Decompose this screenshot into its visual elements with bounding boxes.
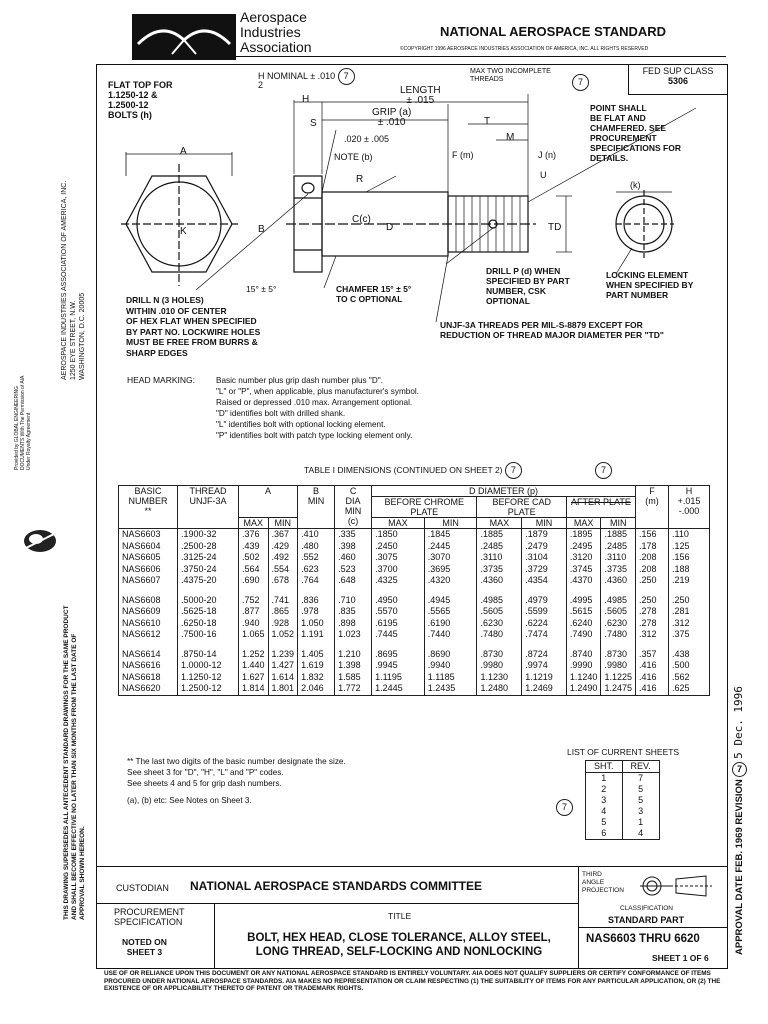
table-cell: .5605: [477, 606, 522, 618]
sheet-cell: 5: [622, 795, 659, 806]
table-cell: .156: [669, 552, 710, 564]
classification-label: CLASSIFICATION: [620, 905, 673, 912]
table-cell: .8730: [601, 649, 636, 661]
table-cell: 1.191: [298, 629, 335, 641]
table-cell: .7445: [372, 629, 425, 641]
table-cell: .460: [335, 552, 372, 564]
table-cell: .898: [335, 618, 372, 630]
aia-logo: [132, 14, 236, 60]
head-marking-line: Raised or depressed .010 max. Arrangement optional.: [216, 398, 413, 407]
table-cell: 1.052: [268, 629, 298, 641]
table-cell: .2485: [477, 541, 522, 553]
table-row: [119, 575, 710, 587]
table-cell: 1.1185: [424, 672, 477, 684]
table-cell: .5565: [424, 606, 477, 618]
table-cell: 1.1250-12: [178, 672, 239, 684]
table-cell: .5625-18: [178, 606, 239, 618]
unjf-note: UNJF-3A THREADS PER MIL-S-8879 EXCEPT FOR REDUCTION OF THREAD MAJOR DIAMETER PER "TD": [440, 320, 664, 340]
table-cell: .178: [636, 541, 669, 553]
label-k-dim: (k): [630, 180, 641, 190]
side-supersedes: THIS DRAWING SUPERSEDES ALL ANTECEDENT STANDARD DRAWINGS FOR THE SAME PRODUCT AND SHALL BECOME EFFECTIVE NO LATER THAN SIX MONTHS FROM THE LAST DATE OF APPROVAL SHOWN HEREON.: [63, 605, 86, 920]
drill-n-note: DRILL N (3 HOLES) WITHIN .010 OF CENTER OF HEX FLAT WHEN SPECIFIED BY PART NO. LOCKWIRE HOLES MUST BE FREE FROM BURRS & SHARP EDGES: [126, 295, 261, 358]
table-cell: .4360: [477, 575, 522, 587]
classification: STANDARD PART: [608, 915, 685, 925]
table-cell: .2495: [566, 541, 601, 553]
table-cell: 1.614: [268, 672, 298, 684]
table-cell: .250: [669, 595, 710, 607]
label-h: H: [302, 94, 310, 105]
head-marking-line: "P" identifies bolt with patch type locking element only.: [216, 431, 413, 440]
part-title: BOLT, HEX HEAD, CLOSE TOLERANCE, ALLOY STEEL, LONG THREAD, SELF-LOCKING AND NONLOCKING: [247, 932, 551, 958]
sheet-row: [586, 806, 660, 817]
table-cell: .7500-16: [178, 629, 239, 641]
label-a: A: [180, 146, 187, 157]
table-cell: .6230: [477, 618, 522, 630]
table-cell: .3104: [522, 552, 567, 564]
table-cell: .357: [636, 649, 669, 661]
table-cell: .2500-28: [178, 541, 239, 553]
table-cell: .416: [636, 683, 669, 695]
table-cell: .678: [268, 575, 298, 587]
sheet-cell: 1: [586, 773, 623, 785]
table-row: [119, 529, 710, 541]
table-cell: .8750-14: [178, 649, 239, 661]
table-cell: 1.2475: [601, 683, 636, 695]
table-cell: .648: [335, 575, 372, 587]
table-cell: .429: [268, 541, 298, 553]
part-range: NAS6603 THRU 6620: [586, 933, 700, 945]
table-cell: 1.2500-12: [178, 683, 239, 695]
table-cell: NAS6608: [119, 595, 178, 607]
label-r: R: [356, 174, 364, 185]
table-cell: .492: [268, 552, 298, 564]
table-cell: .3075: [372, 552, 425, 564]
procurement-label: PROCUREMENT SPECIFICATION: [114, 907, 185, 927]
head-marking-line: "L" or "P", when applicable, plus manufacturer's symbol.: [216, 387, 419, 396]
table-cell: 1.239: [268, 649, 298, 661]
side-stamp: Provided by GLOBAL ENGINEERING DOCUMENTS With The Permission of AIA Under Royalty Agreement: [14, 375, 32, 470]
table-cell: .8724: [522, 649, 567, 661]
table-cell: 1.772: [335, 683, 372, 695]
table-cell: 1.050: [298, 618, 335, 630]
table-cell: .398: [335, 541, 372, 553]
current-sheets-title: LIST OF CURRENT SHEETS: [567, 747, 680, 757]
table-cell: .7490: [566, 629, 601, 641]
table-cell: .188: [669, 564, 710, 576]
note-b: NOTE (b): [334, 152, 373, 162]
table-cell: 1.814: [239, 683, 269, 695]
sheet-cell: 3: [586, 795, 623, 806]
head-marking-line: "D" identifies bolt with drilled shank.: [216, 409, 346, 418]
table-cell: .3110: [477, 552, 522, 564]
table-cell: .8740: [566, 649, 601, 661]
table-cell: 1.252: [239, 649, 269, 661]
table-cell: .4995: [566, 595, 601, 607]
table-cell: NAS6618: [119, 672, 178, 684]
flat-top-note: FLAT TOP FOR 1.1250-12 & 1.2500-12 BOLTS (h): [108, 80, 173, 120]
table-cell: .375: [669, 629, 710, 641]
table-cell: NAS6606: [119, 564, 178, 576]
sheet-cell: 4: [622, 828, 659, 840]
projection-icon: [640, 875, 712, 902]
table-cell: .208: [636, 564, 669, 576]
table-cell: .312: [669, 618, 710, 630]
table-cell: .480: [298, 541, 335, 553]
table-cell: .764: [298, 575, 335, 587]
label-d: D: [386, 222, 394, 233]
table-cell: .3070: [424, 552, 477, 564]
dimensions-table: BASIC NUMBER ** THREAD UNJF-3A A B MIN C DIA MIN (c) D DIAMETER (p) F (m) H +.015 -.000 BEFORE CHROME PLATE BEFORE CAD PLATE AFTER PLATE MAX MIN MAX MIN MAX MIN MAX MIN NAS6603 .1900-32 .376 .367 .410 .335 .1850 .1845 .1885 .1879 .1895 .1885 .156 .110 NAS6604 .2500-28 .439 .429 .480 .398 .2450 .2445 .2485 .2479 .2495 .2485 .178 .125 NAS6605 .3125-24 .502 .492 .552 .460 .3075 .3070 .3110 .3104 .3120 .3110 .208 .156 NAS6606 .3750-24 .564 .554 .623 .523 .3700 .3695 .3735 .3729 .3745 .3735 .208 .188 NAS6607 .4375-20 .690 .678 .764 .648 .4325 .4320 .4360 .4354 .4370 .4360 .250 .219 NAS6608 .5000-20 .752 .741 .836 .710 .4950 .4945 .4985 .4979 .4995 .4985 .250 .250 NAS6609 .5625-18 .877 .865 .978 .835 .5570 .5565 .5605 .5599 .5615 .5605 .278 .281 NAS6610 .6250-18 .940 .928 1.050 .898 .6195 .6190 .6230 .6224 .6240 .6230 .278 .312 NAS6612 .7500-16 1.065 1.052 1.191 1.023 .7445 .7440 .7480 .7474 .7490 .7480 .312 .375 NAS6614 .8750-14 1.252 1.239 1.405 1.210 .8695 .8690 .8730 .8724 .8740 .8730 .357 .438 NAS6616 1.0000-12 1.440 1.427 1.619 1.398 .9945 .9940 .9980 .9974 .9990 .9980 .416 .500 NAS6618 1.1250-12 1.627 1.614 1.832 1.585 1.1195 1.1185 1.1230 1.1219 1.1240 1.1225 .416 .562 NAS6620 1.2500-12 1.814 1.801 2.046 1.772 1.2445 1.2435 1.2480 1.2469 1.2490 1.2475 .416 .625: [118, 485, 710, 696]
table-cell: 1.2490: [566, 683, 601, 695]
table-cell: 1.440: [239, 660, 269, 672]
approval-date: APPROVAL DATE FEB. 1969 REVISION 7 5 Dec. 1996: [732, 686, 745, 955]
label-m: M: [506, 132, 515, 143]
table-cell: .9940: [424, 660, 477, 672]
table-cell: .6240: [566, 618, 601, 630]
table-cell: .9980: [477, 660, 522, 672]
label-s: S: [310, 118, 317, 129]
disclaimer: USE OF OR RELIANCE UPON THIS DOCUMENT OR ANY NATIONAL AEROSPACE STANDARD IS ENTIRELY VOLUNTARY. AIA DOES NOT QUALIFY SUPPLIERS OR CERTIFY CONFORMANCE OF ITEMS PROCURED UNDER NATIONAL AEROSPACE STANDARDS. AIA MAKES NO REPRESENTATION OR CLAIM RESPECTING (1) THE SUITABILITY OF ITEMS FOR ANY PARTICULAR APPLICATION, OR (2) THE EXISTENCE OF OR APPLICABILITY THERETO OF PATENT OR TRADEMARK RIGHTS.: [104, 970, 721, 992]
table-cell: 1.2435: [424, 683, 477, 695]
table-cell: .564: [239, 564, 269, 576]
table-row: [119, 683, 710, 695]
table-cell: .4354: [522, 575, 567, 587]
table-cell: .562: [669, 672, 710, 684]
table-cell: 1.832: [298, 672, 335, 684]
table-cell: .4950: [372, 595, 425, 607]
copyright: ©COPYRIGHT 1996 AEROSPACE INDUSTRIES ASSOCIATION OF AMERICA, INC. ALL RIGHTS RESERVED: [400, 46, 649, 52]
table-cell: NAS6620: [119, 683, 178, 695]
locking-note: LOCKING ELEMENT WHEN SPECIFIED BY PART NUMBER: [606, 270, 694, 300]
sheet-cell: 7: [622, 773, 659, 785]
table-cell: .625: [669, 683, 710, 695]
drill-p-note: DRILL P (d) WHEN SPECIFIED BY PART NUMBER, CSK OPTIONAL: [486, 266, 570, 306]
table-row: [119, 595, 710, 607]
title-block: [96, 866, 728, 969]
side-address: AEROSPACE INDUSTRIES ASSOCIATION OF AMERICA, INC. 1250 EYE STREET, N.W. WASHINGTON, D.C. 20005: [61, 180, 86, 380]
sheet-row: [586, 773, 660, 785]
table-cell: .5599: [522, 606, 567, 618]
table-cell: .836: [298, 595, 335, 607]
table-cell: .125: [669, 541, 710, 553]
table-cell: .4360: [601, 575, 636, 587]
length-label: LENGTH ± .015: [400, 85, 441, 106]
h-half: 2: [258, 80, 264, 90]
table-cell: .9980: [601, 660, 636, 672]
note-line: See sheet 3 for "D", "H", "L" and "P" codes.: [127, 768, 284, 777]
table-cell: .940: [239, 618, 269, 630]
table-cell: .1900-32: [178, 529, 239, 541]
table-cell: .7480: [601, 629, 636, 641]
page-title: NATIONAL AEROSPACE STANDARD: [440, 24, 667, 39]
sheet-cell: 5: [622, 784, 659, 795]
table-cell: 1.210: [335, 649, 372, 661]
table-cell: .3735: [601, 564, 636, 576]
table-cell: 1.801: [268, 683, 298, 695]
label-td: TD: [548, 222, 562, 233]
table-cell: .6224: [522, 618, 567, 630]
table-cell: NAS6616: [119, 660, 178, 672]
table-cell: .208: [636, 552, 669, 564]
table-cell: .3120: [566, 552, 601, 564]
sheet-cell: 1: [622, 817, 659, 828]
table-cell: .6250-18: [178, 618, 239, 630]
table-cell: .410: [298, 529, 335, 541]
table-cell: .3735: [477, 564, 522, 576]
table-cell: .8690: [424, 649, 477, 661]
table-row: [119, 649, 710, 661]
table-cell: .1850: [372, 529, 425, 541]
note-line: ** The last two digits of the basic number designate the size.: [127, 757, 346, 766]
table-cell: .9990: [566, 660, 601, 672]
table-cell: .7474: [522, 629, 567, 641]
label-f: F (m): [452, 150, 474, 160]
table-cell: .7440: [424, 629, 477, 641]
chamfer-note: CHAMFER 15° ± 5° TO C OPTIONAL: [336, 284, 412, 304]
table-cell: .312: [636, 629, 669, 641]
table-cell: NAS6605: [119, 552, 178, 564]
table-row: [119, 541, 710, 553]
table-cell: .2450: [372, 541, 425, 553]
table-cell: 1.585: [335, 672, 372, 684]
table-cell: .5570: [372, 606, 425, 618]
rev-mark-2: 7: [572, 72, 589, 91]
table-cell: .9945: [372, 660, 425, 672]
table-cell: .623: [298, 564, 335, 576]
table-cell: .710: [335, 595, 372, 607]
label-c: C(c): [352, 214, 371, 225]
table-cell: .552: [298, 552, 335, 564]
table-cell: NAS6610: [119, 618, 178, 630]
table-cell: .5615: [566, 606, 601, 618]
noted-on: NOTED ON SHEET 3: [122, 937, 167, 957]
table-cell: .752: [239, 595, 269, 607]
table-cell: NAS6612: [119, 629, 178, 641]
table-cell: .4985: [477, 595, 522, 607]
label-k: K: [180, 226, 187, 237]
table-cell: .4979: [522, 595, 567, 607]
table-cell: .1885: [477, 529, 522, 541]
table-cell: .4370: [566, 575, 601, 587]
table-cell: 1.1195: [372, 672, 425, 684]
table-cell: .3700: [372, 564, 425, 576]
table-row: [119, 564, 710, 576]
table-cell: .523: [335, 564, 372, 576]
table-cell: .877: [239, 606, 269, 618]
custodian-label: CUSTODIAN: [116, 883, 169, 893]
table-cell: 1.023: [335, 629, 372, 641]
table-cell: 1.405: [298, 649, 335, 661]
label-j: J (n): [538, 150, 556, 160]
title-label: TITLE: [388, 911, 412, 921]
table-cell: 1.2445: [372, 683, 425, 695]
side-logo-icon: [22, 528, 58, 554]
sheet-row: [586, 784, 660, 795]
table-cell: .7480: [477, 629, 522, 641]
label-t: T: [484, 116, 491, 127]
table-cell: 1.1225: [601, 672, 636, 684]
header-rule: [236, 56, 726, 57]
table-cell: .741: [268, 595, 298, 607]
table-cell: .9974: [522, 660, 567, 672]
table-cell: 1.427: [268, 660, 298, 672]
table-cell: .4325: [372, 575, 425, 587]
table-cell: .6190: [424, 618, 477, 630]
table-cell: .1879: [522, 529, 567, 541]
table-cell: .281: [669, 606, 710, 618]
table-cell: .4320: [424, 575, 477, 587]
table-cell: .500: [669, 660, 710, 672]
table-cell: 1.619: [298, 660, 335, 672]
table-cell: .554: [268, 564, 298, 576]
table-cell: .3125-24: [178, 552, 239, 564]
sheet-number: SHEET 1 OF 6: [652, 953, 709, 963]
label-u: U: [540, 170, 547, 180]
table-cell: 1.627: [239, 672, 269, 684]
note-line: (a), (b) etc: See Notes on Sheet 3.: [127, 796, 252, 805]
rev-mark-3: 7: [595, 460, 612, 479]
head-marking-line: "L" identifies bolt with optional locking element.: [216, 420, 386, 429]
table-cell: .219: [669, 575, 710, 587]
note-line: See sheets 4 and 5 for grip dash numbers.: [127, 779, 282, 788]
tol-020: .020 ± .005: [344, 134, 389, 144]
table-cell: NAS6614: [119, 649, 178, 661]
table-row: [119, 629, 710, 641]
table-cell: .1895: [566, 529, 601, 541]
custodian: NATIONAL AEROSPACE STANDARDS COMMITTEE: [190, 879, 483, 893]
table-notes: [127, 756, 346, 806]
h-nominal: H NOMINAL ± .010 7: [258, 68, 355, 85]
sheet-cell: 4: [586, 806, 623, 817]
table-cell: 2.046: [298, 683, 335, 695]
table-cell: .250: [636, 575, 669, 587]
table-cell: .835: [335, 606, 372, 618]
table-caption: TABLE I DIMENSIONS (CONTINUED ON SHEET 2) 7: [304, 462, 522, 479]
table-cell: .250: [636, 595, 669, 607]
table-cell: .1845: [424, 529, 477, 541]
head-marking-lines: [216, 375, 419, 441]
table-cell: .4945: [424, 595, 477, 607]
table-cell: NAS6603: [119, 529, 178, 541]
head-marking-label: HEAD MARKING:: [127, 375, 196, 385]
sheet-row: [586, 817, 660, 828]
table-row: [119, 660, 710, 672]
table-row: [119, 672, 710, 684]
table-cell: .2445: [424, 541, 477, 553]
table-cell: .502: [239, 552, 269, 564]
table-cell: .865: [268, 606, 298, 618]
table-cell: .3750-24: [178, 564, 239, 576]
sheet-cell: 5: [586, 817, 623, 828]
label-b: B: [258, 224, 265, 235]
table-cell: NAS6609: [119, 606, 178, 618]
table-row: [119, 618, 710, 630]
sheet-row: [586, 795, 660, 806]
table-cell: .416: [636, 660, 669, 672]
table-cell: .439: [239, 541, 269, 553]
table-cell: .4985: [601, 595, 636, 607]
table-cell: .928: [268, 618, 298, 630]
org-name: Aerospace Industries Association: [240, 9, 312, 55]
table-cell: .690: [239, 575, 269, 587]
table-cell: .2485: [601, 541, 636, 553]
table-cell: .367: [268, 529, 298, 541]
fed-sup-box: FED SUP CLASS 5306: [628, 64, 727, 95]
table-cell: .5605: [601, 606, 636, 618]
table-row: [119, 552, 710, 564]
table-cell: 1.2469: [522, 683, 567, 695]
table-cell: 1.065: [239, 629, 269, 641]
table-cell: .3745: [566, 564, 601, 576]
current-sheets-table: SHT. REV. 1 7 2 5 3 5 4 3 5 1 6 4: [585, 760, 660, 840]
table-cell: .6230: [601, 618, 636, 630]
table-cell: 1.398: [335, 660, 372, 672]
table-cell: .1885: [601, 529, 636, 541]
angle-label: 15° ± 5°: [246, 284, 277, 294]
table-cell: NAS6607: [119, 575, 178, 587]
third-angle: THIRD ANGLE PROJECTION: [582, 871, 624, 894]
point-note: POINT SHALL BE FLAT AND CHAMFERED. SEE PROCUREMENT SPECIFICATIONS FOR DETAILS.: [590, 103, 681, 163]
max-two: MAX TWO INCOMPLETE THREADS: [470, 68, 551, 83]
table-row-gap: [119, 641, 710, 649]
table-cell: .3695: [424, 564, 477, 576]
table-cell: .8695: [372, 649, 425, 661]
sheet-row: [586, 828, 660, 840]
grip-label: GRIP (a) ± .010: [372, 107, 412, 128]
table-cell: .978: [298, 606, 335, 618]
table-cell: .335: [335, 529, 372, 541]
table-cell: .3729: [522, 564, 567, 576]
rev-mark-4: 7: [556, 797, 573, 816]
table-cell: 1.0000-12: [178, 660, 239, 672]
table-cell: 1.2480: [477, 683, 522, 695]
table-cell: .156: [636, 529, 669, 541]
sheet-cell: 3: [622, 806, 659, 817]
table-cell: .110: [669, 529, 710, 541]
table-cell: .6195: [372, 618, 425, 630]
table-cell: .278: [636, 606, 669, 618]
table-row: [119, 606, 710, 618]
table-cell: .3110: [601, 552, 636, 564]
table-cell: .278: [636, 618, 669, 630]
table-cell: NAS6604: [119, 541, 178, 553]
table-row-gap: [119, 587, 710, 595]
table-cell: 1.1230: [477, 672, 522, 684]
table-cell: .8730: [477, 649, 522, 661]
sheet-cell: 6: [586, 828, 623, 840]
table-cell: .376: [239, 529, 269, 541]
sheet-cell: 2: [586, 784, 623, 795]
table-cell: .5000-20: [178, 595, 239, 607]
head-marking-line: Basic number plus grip dash number plus "D".: [216, 376, 383, 385]
table-cell: 1.1240: [566, 672, 601, 684]
table-cell: .438: [669, 649, 710, 661]
table-cell: .416: [636, 672, 669, 684]
table-cell: .4375-20: [178, 575, 239, 587]
table-cell: 1.1219: [522, 672, 567, 684]
table-cell: .2479: [522, 541, 567, 553]
